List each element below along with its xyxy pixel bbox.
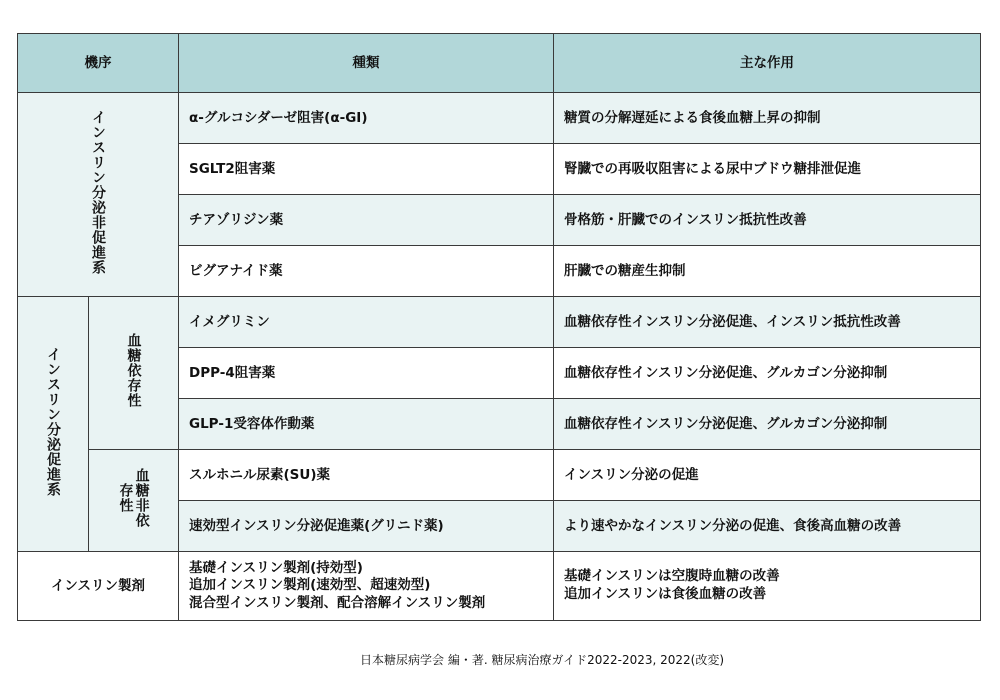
drug-action: 血糖依存性インスリン分泌促進、グルカゴン分泌抑制 — [554, 399, 981, 450]
header-row — [18, 34, 981, 93]
diabetes-drug-table — [17, 33, 981, 621]
header-action: 主な作用 — [554, 34, 981, 93]
drug-action: 骨格筋・肝臓でのインスリン抵抗性改善 — [554, 195, 981, 246]
table-row-insulin — [18, 552, 981, 621]
drug-action: 肝臓での糖産生抑制 — [554, 246, 981, 297]
drug-action: 糖質の分解遅延による食後血糖上昇の抑制 — [554, 93, 981, 144]
group-non-secretagogue: インスリン分泌非促進系 — [18, 93, 179, 297]
table-row — [18, 93, 981, 144]
insulin-action-line: 追加インスリンは食後血糖の改善 — [564, 586, 767, 602]
drug-type: GLP-1受容体作動薬 — [179, 399, 554, 450]
drug-type: ビグアナイド薬 — [179, 246, 554, 297]
subgroup-glucose-independent: 血糖非依存性 — [89, 450, 179, 552]
source-citation: 日本糖尿病学会 編・著. 糖尿病治療ガイド2022-2023, 2022(改変) — [360, 653, 725, 667]
insulin-types — [179, 552, 554, 621]
group-insulin: インスリン製剤 — [18, 552, 179, 621]
drug-type: チアゾリジン薬 — [179, 195, 554, 246]
header-type: 種類 — [179, 34, 554, 93]
drug-type: α-グルコシダーゼ阻害(α-GI) — [179, 93, 554, 144]
insulin-action-line: 基礎インスリンは空腹時血糖の改善 — [564, 568, 780, 585]
drug-action: 腎臓での再吸収阻害による尿中ブドウ糖排泄促進 — [554, 144, 981, 195]
drug-type: 速効型インスリン分泌促進薬(グリニド薬) — [179, 501, 554, 552]
subgroup-glucose-dependent: 血糖依存性 — [89, 297, 179, 450]
drug-type: SGLT2阻害薬 — [179, 144, 554, 195]
insulin-actions — [554, 552, 981, 621]
header-mechanism: 機序 — [18, 34, 179, 93]
drug-action: インスリン分泌の促進 — [554, 450, 981, 501]
table-row — [18, 450, 981, 501]
drug-action: 血糖依存性インスリン分泌促進、インスリン抵抗性改善 — [554, 297, 981, 348]
insulin-type-line: 混合型インスリン製剤、配合溶解インスリン製剤 — [189, 594, 486, 611]
insulin-type-line: 追加インスリン製剤(速効型、超速効型) — [189, 577, 431, 594]
drug-type: スルホニル尿素(SU)薬 — [179, 450, 554, 501]
table-row — [18, 297, 981, 348]
drug-type: イメグリミン — [179, 297, 554, 348]
insulin-type-line: 基礎インスリン製剤(持効型) — [189, 559, 363, 576]
drug-action: 血糖依存性インスリン分泌促進、グルカゴン分泌抑制 — [554, 348, 981, 399]
drug-type: DPP-4阻害薬 — [179, 348, 554, 399]
drug-action: より速やかなインスリン分泌の促進、食後高血糖の改善 — [554, 501, 981, 552]
group-secretagogue: インスリン分泌促進系 — [18, 297, 89, 552]
